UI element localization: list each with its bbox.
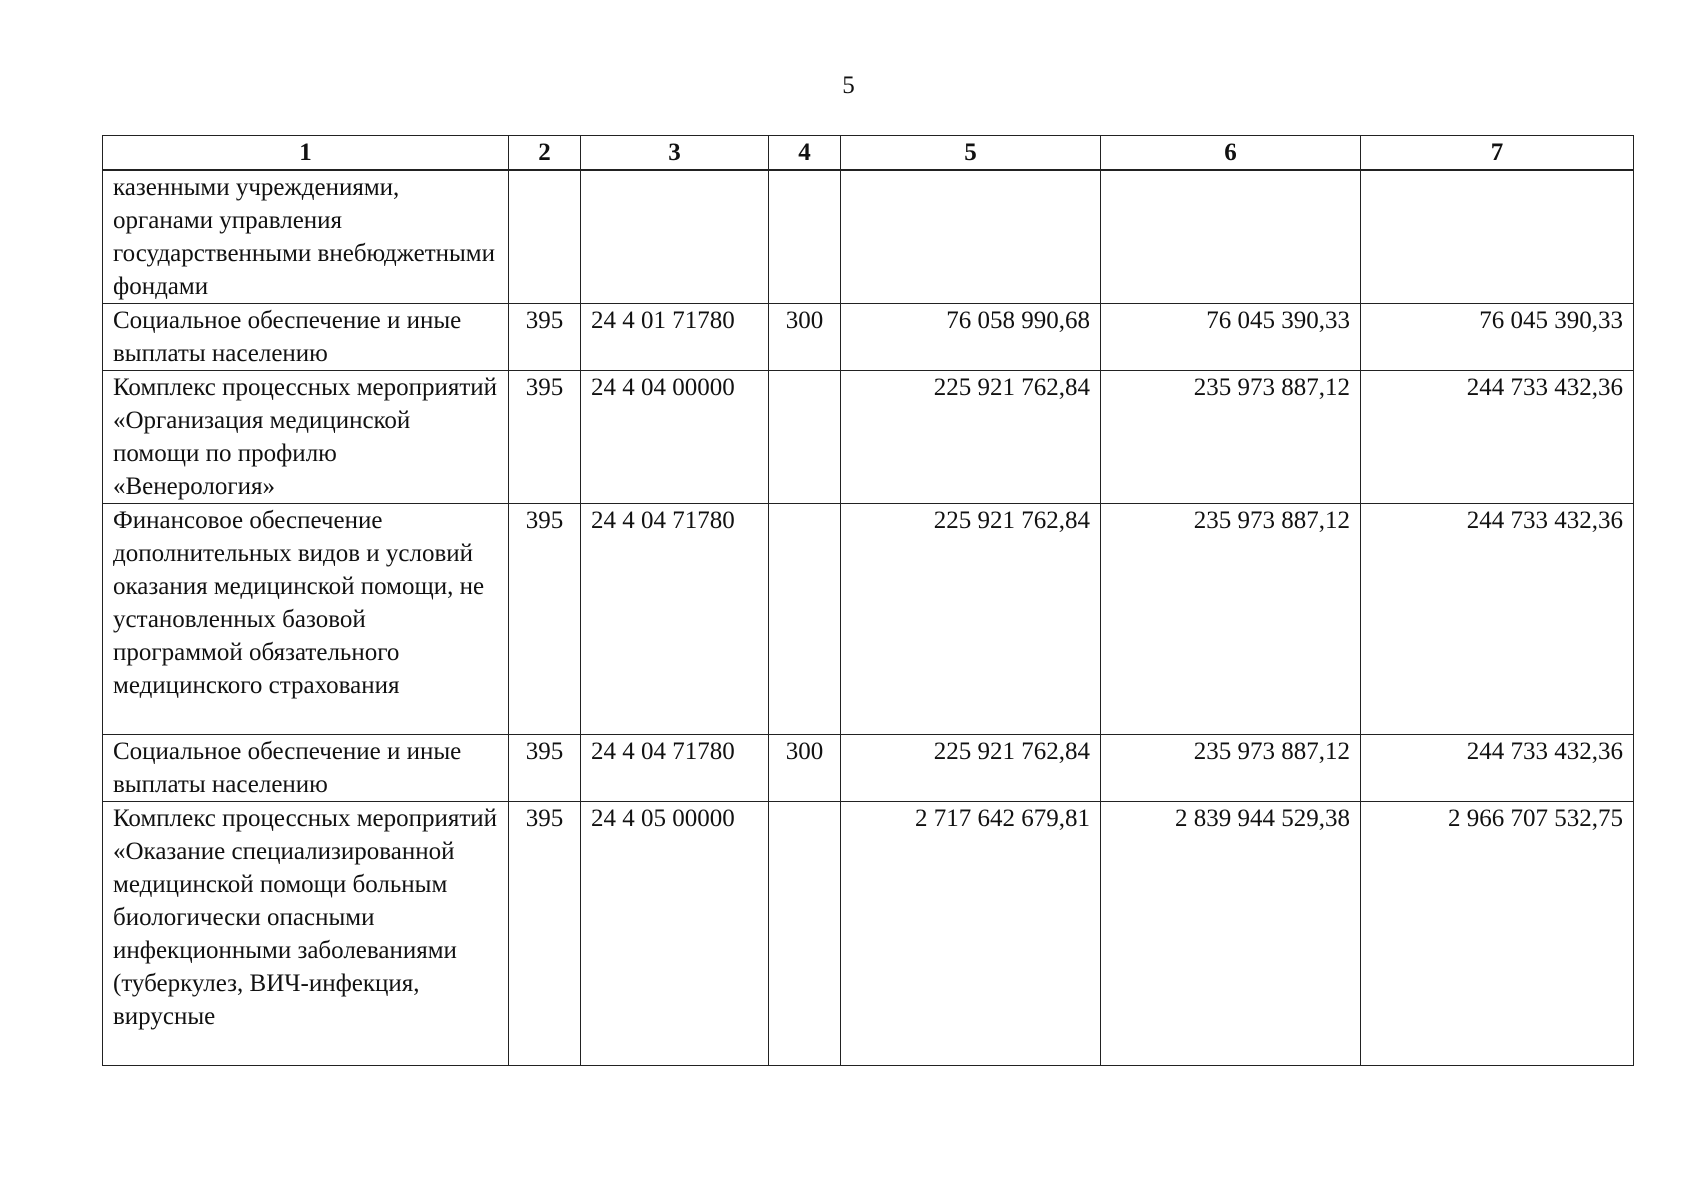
table-row	[103, 504, 1634, 735]
row-name: Комплекс процессных мероприятий «Оказание специализированной медицинской помощи больным биологически опасными инфекционными заболеваниями (туберкулез, ВИЧ-инфекция, вирусные	[103, 802, 509, 1066]
row-col-7: 76 045 390,33	[1361, 304, 1634, 371]
row-col-7: 244 733 432,36	[1361, 504, 1634, 735]
row-col-7: 2 966 707 532,75	[1361, 802, 1634, 1066]
header-col-4: 4	[769, 136, 841, 171]
row-name: Финансовое обеспечение дополнительных видов и условий оказания медицинской помощи, не установленных базовой программой обязательного медицинского страхования	[103, 504, 509, 735]
row-col-2: 395	[509, 504, 581, 735]
row-col-3: 24 4 04 71780	[581, 504, 769, 735]
row-col-7: 244 733 432,36	[1361, 371, 1634, 504]
row-col-7	[1361, 170, 1634, 304]
row-col-5	[841, 170, 1101, 304]
row-col-3: 24 4 01 71780	[581, 304, 769, 371]
header-row	[103, 136, 1634, 171]
page-number: 5	[842, 72, 855, 99]
row-col-7: 244 733 432,36	[1361, 735, 1634, 802]
row-col-3	[581, 170, 769, 304]
table-row	[103, 170, 1634, 304]
row-col-4: 300	[769, 735, 841, 802]
row-col-4	[769, 802, 841, 1066]
row-col-3: 24 4 04 00000	[581, 371, 769, 504]
row-name: Социальное обеспечение и иные выплаты населению	[103, 304, 509, 371]
row-col-5: 225 921 762,84	[841, 504, 1101, 735]
budget-table	[102, 135, 1634, 1066]
header-col-5: 5	[841, 136, 1101, 171]
table-row	[103, 735, 1634, 802]
row-col-6	[1101, 170, 1361, 304]
row-col-4	[769, 371, 841, 504]
row-col-2: 395	[509, 304, 581, 371]
table-row	[103, 371, 1634, 504]
header-col-3: 3	[581, 136, 769, 171]
row-col-5: 225 921 762,84	[841, 735, 1101, 802]
row-col-2: 395	[509, 802, 581, 1066]
row-col-3: 24 4 05 00000	[581, 802, 769, 1066]
row-col-6: 235 973 887,12	[1101, 504, 1361, 735]
row-name: казенными учреждениями, органами управления государственными внебюджетными фондами	[103, 170, 509, 304]
row-col-2: 395	[509, 735, 581, 802]
row-name: Комплекс процессных мероприятий «Организация медицинской помощи по профилю «Венерология»	[103, 371, 509, 504]
row-col-3: 24 4 04 71780	[581, 735, 769, 802]
header-col-7: 7	[1361, 136, 1634, 171]
row-col-6: 235 973 887,12	[1101, 371, 1361, 504]
row-col-4	[769, 504, 841, 735]
row-col-2	[509, 170, 581, 304]
row-col-4: 300	[769, 304, 841, 371]
header-col-2: 2	[509, 136, 581, 171]
row-col-6: 235 973 887,12	[1101, 735, 1361, 802]
row-col-5: 76 058 990,68	[841, 304, 1101, 371]
row-col-6: 2 839 944 529,38	[1101, 802, 1361, 1066]
table-row	[103, 304, 1634, 371]
table-row	[103, 802, 1634, 1066]
row-col-2: 395	[509, 371, 581, 504]
row-col-4	[769, 170, 841, 304]
row-name: Социальное обеспечение и иные выплаты населению	[103, 735, 509, 802]
row-col-6: 76 045 390,33	[1101, 304, 1361, 371]
header-col-6: 6	[1101, 136, 1361, 171]
row-col-5: 2 717 642 679,81	[841, 802, 1101, 1066]
row-col-5: 225 921 762,84	[841, 371, 1101, 504]
header-col-1: 1	[103, 136, 509, 171]
